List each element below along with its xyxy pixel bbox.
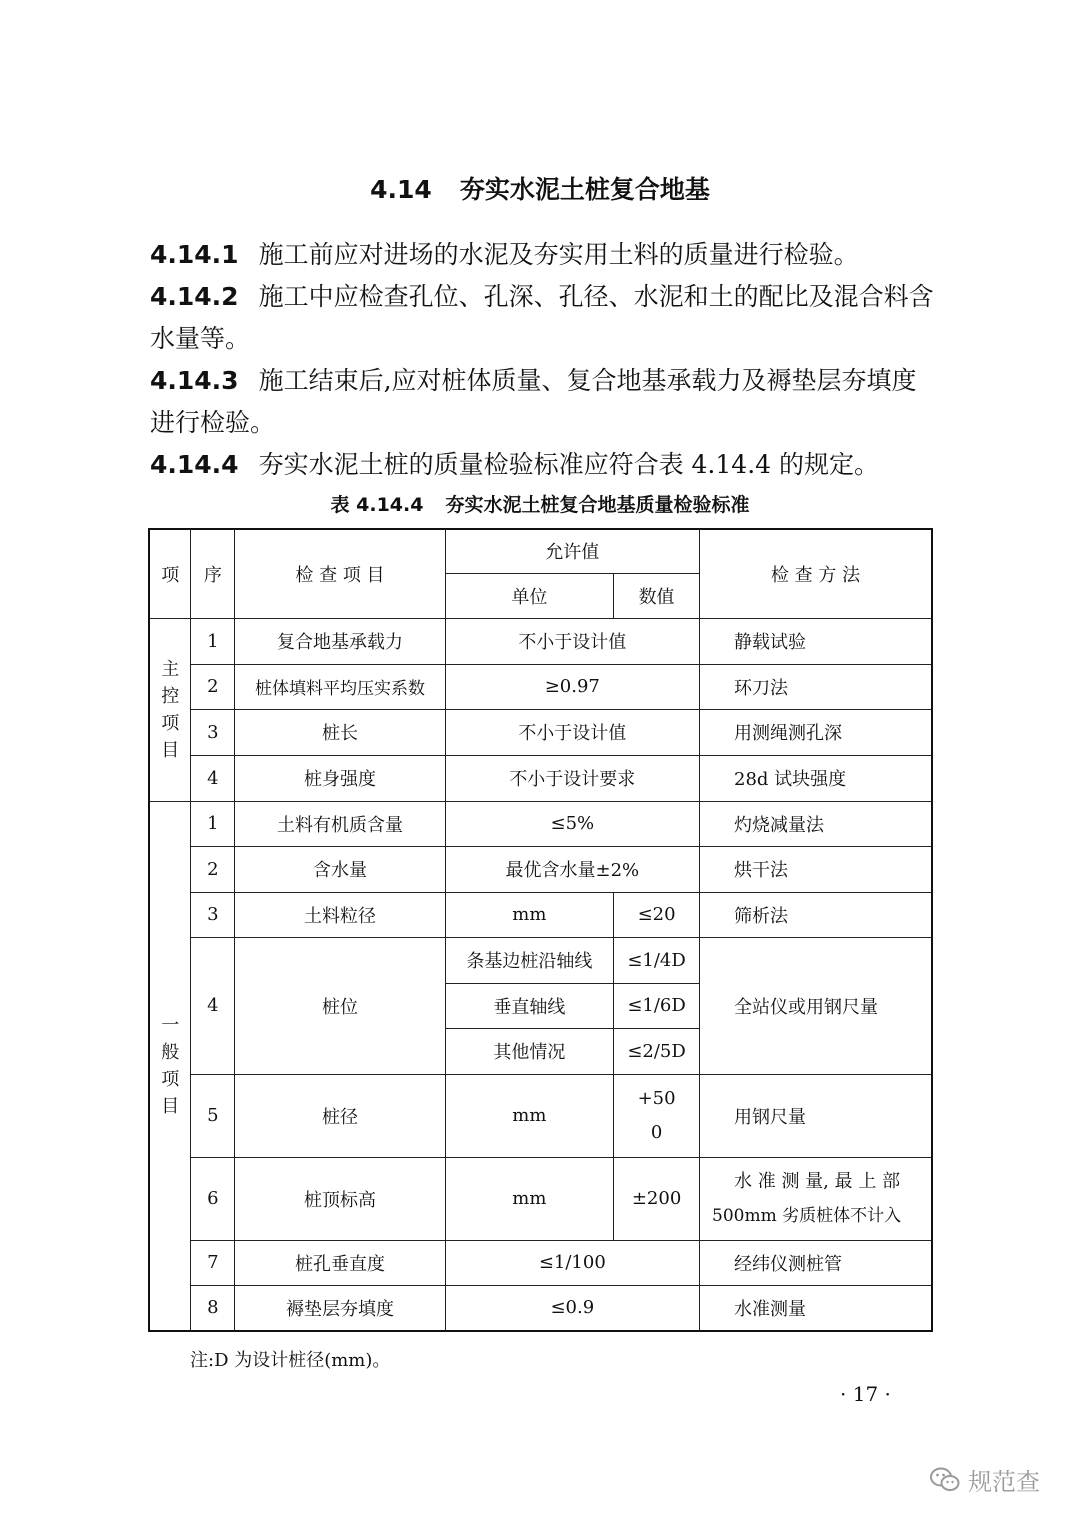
row-method: 水准测量 — [700, 1285, 932, 1331]
row-value: ≤1/4D — [614, 937, 700, 983]
table-row — [149, 1240, 932, 1285]
clause-number: 4.14.1 — [150, 240, 239, 269]
row-method: 环刀法 — [700, 664, 932, 709]
row-seq: 8 — [191, 1285, 235, 1331]
row-seq: 5 — [191, 1074, 235, 1157]
row-item: 桩体填料平均压实系数 — [235, 664, 445, 709]
header-value: 数值 — [614, 573, 700, 618]
row-method: 28d 试块强度 — [700, 755, 932, 801]
table-caption — [0, 490, 1080, 517]
row-value — [614, 1074, 700, 1157]
row-item: 桩位 — [235, 937, 445, 1074]
row-unit: 其他情况 — [445, 1028, 614, 1074]
row-item: 含水量 — [235, 846, 445, 892]
row-allowed: ≤1/100 — [445, 1240, 699, 1285]
row-seq: 4 — [191, 755, 235, 801]
header-allowed: 允许值 — [445, 529, 699, 573]
row-unit: mm — [445, 1157, 614, 1240]
header-seq: 序 — [191, 529, 235, 618]
table-row — [149, 846, 932, 892]
clause-number: 4.14.3 — [150, 366, 239, 395]
row-seq: 2 — [191, 846, 235, 892]
row-unit: 垂直轴线 — [445, 983, 614, 1028]
section-heading — [0, 170, 1080, 206]
page-number: · 17 · — [840, 1382, 891, 1406]
row-seq: 3 — [191, 892, 235, 937]
clause-4-14-4 — [150, 444, 940, 486]
row-unit: mm — [445, 892, 614, 937]
table-row — [149, 937, 932, 983]
row-method: 烘干法 — [700, 846, 932, 892]
row-item: 土料有机质含量 — [235, 801, 445, 846]
clause-4-14-3 — [150, 360, 940, 444]
table-caption-title: 夯实水泥土桩复合地基质量检验标准 — [445, 494, 750, 516]
row-value: ±200 — [614, 1157, 700, 1240]
table-row — [149, 892, 932, 937]
table-header-row — [149, 529, 932, 573]
header-unit: 单位 — [445, 573, 614, 618]
row-allowed: ≤0.9 — [445, 1285, 699, 1331]
clause-4-14-1 — [150, 234, 940, 276]
row-method: 静载试验 — [700, 618, 932, 664]
tolerance-upper: +50 — [637, 1087, 676, 1109]
clause-text: 夯实水泥土桩的质量检验标准应符合表 4.14.4 的规定。 — [258, 450, 879, 479]
method-line: 水 准 测 量, 最 上 部 — [734, 1170, 901, 1192]
row-allowed: 不小于设计值 — [445, 709, 699, 755]
row-method: 灼烧减量法 — [700, 801, 932, 846]
clause-text: 施工结束后,应对桩体质量、复合地基承载力及褥垫层夯填度进行检验。 — [150, 366, 917, 437]
row-value: ≤20 — [614, 892, 700, 937]
row-item: 桩孔垂直度 — [235, 1240, 445, 1285]
watermark-label: 规范查 — [968, 1468, 1040, 1496]
tolerance-lower: 0 — [650, 1121, 663, 1143]
row-value: ≤1/6D — [614, 983, 700, 1028]
table-row — [149, 1157, 932, 1240]
clause-number: 4.14.4 — [150, 450, 239, 479]
row-unit: 条基边桩沿轴线 — [445, 937, 614, 983]
row-seq: 4 — [191, 937, 235, 1074]
table-row — [149, 709, 932, 755]
row-allowed: 不小于设计值 — [445, 618, 699, 664]
clause-number: 4.14.2 — [150, 282, 239, 311]
section-number: 4.14 — [370, 175, 432, 204]
clause-text: 施工前应对进场的水泥及夯实用土料的质量进行检验。 — [258, 240, 859, 269]
method-line: 500mm 劣质桩体不计入 — [712, 1205, 902, 1226]
wechat-icon — [930, 1467, 960, 1493]
category-main-control: 主 控 项 目 — [149, 618, 191, 801]
row-unit: mm — [445, 1074, 614, 1157]
row-seq: 2 — [191, 664, 235, 709]
clause-4-14-2 — [150, 276, 940, 360]
row-item: 桩径 — [235, 1074, 445, 1157]
row-item: 土料粒径 — [235, 892, 445, 937]
table-row — [149, 801, 932, 846]
row-value: ≤2/5D — [614, 1028, 700, 1074]
table-row — [149, 1074, 932, 1157]
section-title: 夯实水泥土桩复合地基 — [459, 175, 710, 204]
header-category: 项 — [149, 529, 191, 618]
watermark — [930, 1462, 1040, 1497]
row-method: 筛析法 — [700, 892, 932, 937]
row-seq: 1 — [191, 618, 235, 664]
table-row — [149, 664, 932, 709]
row-item: 复合地基承载力 — [235, 618, 445, 664]
row-allowed: 不小于设计要求 — [445, 755, 699, 801]
row-seq: 6 — [191, 1157, 235, 1240]
table-row — [149, 1285, 932, 1331]
row-method: 经纬仪测桩管 — [700, 1240, 932, 1285]
header-item: 检 查 项 目 — [235, 529, 445, 618]
row-seq: 1 — [191, 801, 235, 846]
table-note: 注:D 为设计桩径(mm)。 — [190, 1350, 391, 1371]
row-method: 全站仪或用钢尺量 — [700, 937, 932, 1074]
table-caption-number: 表 4.14.4 — [330, 494, 424, 516]
category-general: 一 般 项 目 — [149, 801, 191, 1331]
row-allowed: 最优含水量±2% — [445, 846, 699, 892]
table-row — [149, 755, 932, 801]
row-item: 桩长 — [235, 709, 445, 755]
row-seq: 3 — [191, 709, 235, 755]
table-row — [149, 618, 932, 664]
row-item: 桩身强度 — [235, 755, 445, 801]
header-method: 检 查 方 法 — [700, 529, 932, 618]
row-item: 褥垫层夯填度 — [235, 1285, 445, 1331]
row-allowed: ≤5% — [445, 801, 699, 846]
clause-text: 施工中应检查孔位、孔深、孔径、水泥和土的配比及混合料含水量等。 — [150, 282, 934, 353]
row-method: 用测绳测孔深 — [700, 709, 932, 755]
row-allowed: ≥0.97 — [445, 664, 699, 709]
row-method — [700, 1157, 932, 1240]
row-seq: 7 — [191, 1240, 235, 1285]
row-method: 用钢尺量 — [700, 1074, 932, 1157]
row-item: 桩顶标高 — [235, 1157, 445, 1240]
inspection-standard-table — [148, 528, 933, 1332]
